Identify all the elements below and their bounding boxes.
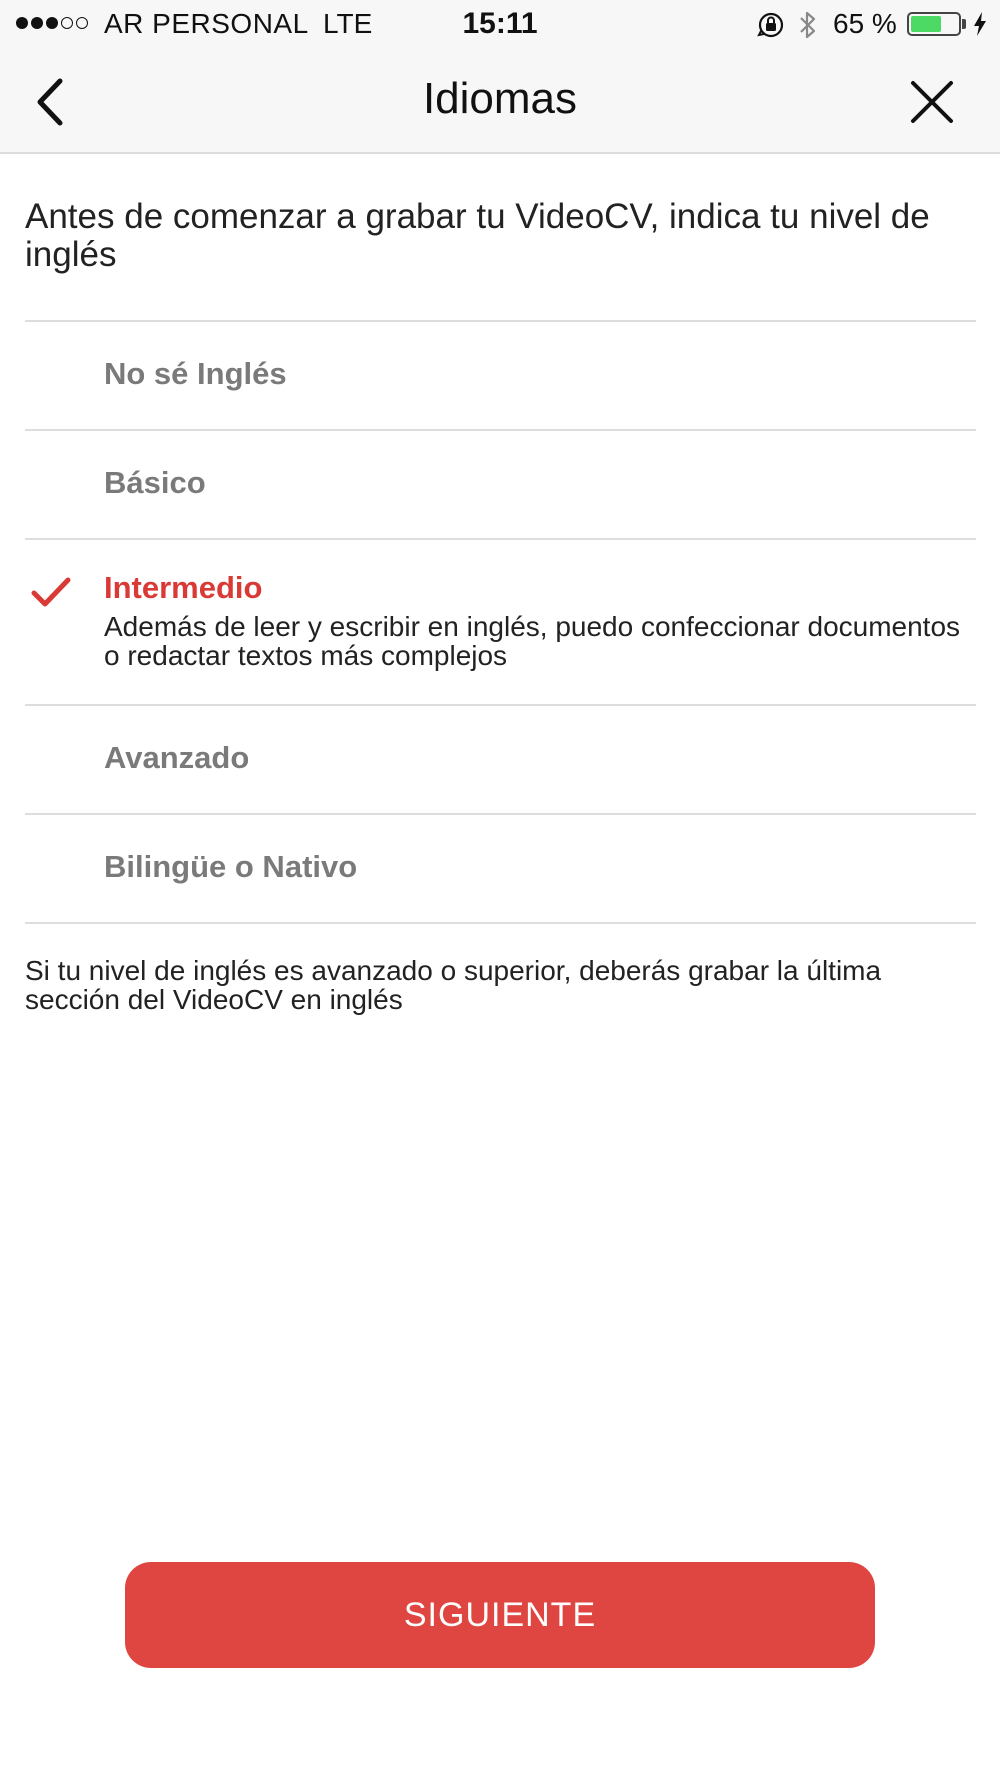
close-icon — [908, 78, 956, 126]
option-description: Además de leer y escribir en inglés, puedo confeccionar documentos o redactar textos más complejos — [104, 611, 961, 671]
close-button[interactable] — [900, 72, 964, 132]
option-avanzado[interactable] — [25, 706, 976, 815]
status-time: 15:11 — [462, 7, 538, 40]
carrier-name: AR PERSONAL — [104, 8, 309, 39]
option-label: Intermedio — [104, 570, 263, 605]
status-bar — [0, 0, 1000, 50]
option-no-se-ingles[interactable] — [25, 322, 976, 431]
option-label: Bilingüe o Nativo — [104, 849, 358, 884]
bluetooth-icon — [797, 9, 819, 41]
network-type: LTE — [323, 8, 373, 39]
page-title: Idiomas — [422, 74, 578, 123]
navigation-bar — [0, 50, 1000, 154]
next-button[interactable]: SIGUIENTE — [125, 1562, 875, 1668]
option-label: Avanzado — [104, 740, 250, 775]
charging-icon — [972, 11, 988, 37]
battery-tip — [962, 19, 966, 29]
intro-text: Antes de comenzar a grabar tu VideoCV, indica tu nivel de inglés — [25, 197, 930, 274]
option-basico[interactable] — [25, 431, 976, 540]
battery-level — [911, 16, 941, 32]
info-note: Si tu nivel de inglés es avanzado o superior, deberás grabar la última sección del VideoCV en inglés — [25, 955, 882, 1015]
battery-icon — [907, 12, 961, 36]
option-label: No sé Inglés — [104, 356, 287, 391]
orientation-lock-icon — [757, 11, 785, 39]
checkmark-icon — [31, 576, 71, 608]
option-intermedio[interactable] — [25, 540, 976, 706]
option-label: Básico — [104, 465, 206, 500]
option-bilingue-o-nativo[interactable] — [25, 815, 976, 924]
battery-percent: 65 % — [833, 8, 897, 39]
english-level-list — [25, 320, 976, 924]
